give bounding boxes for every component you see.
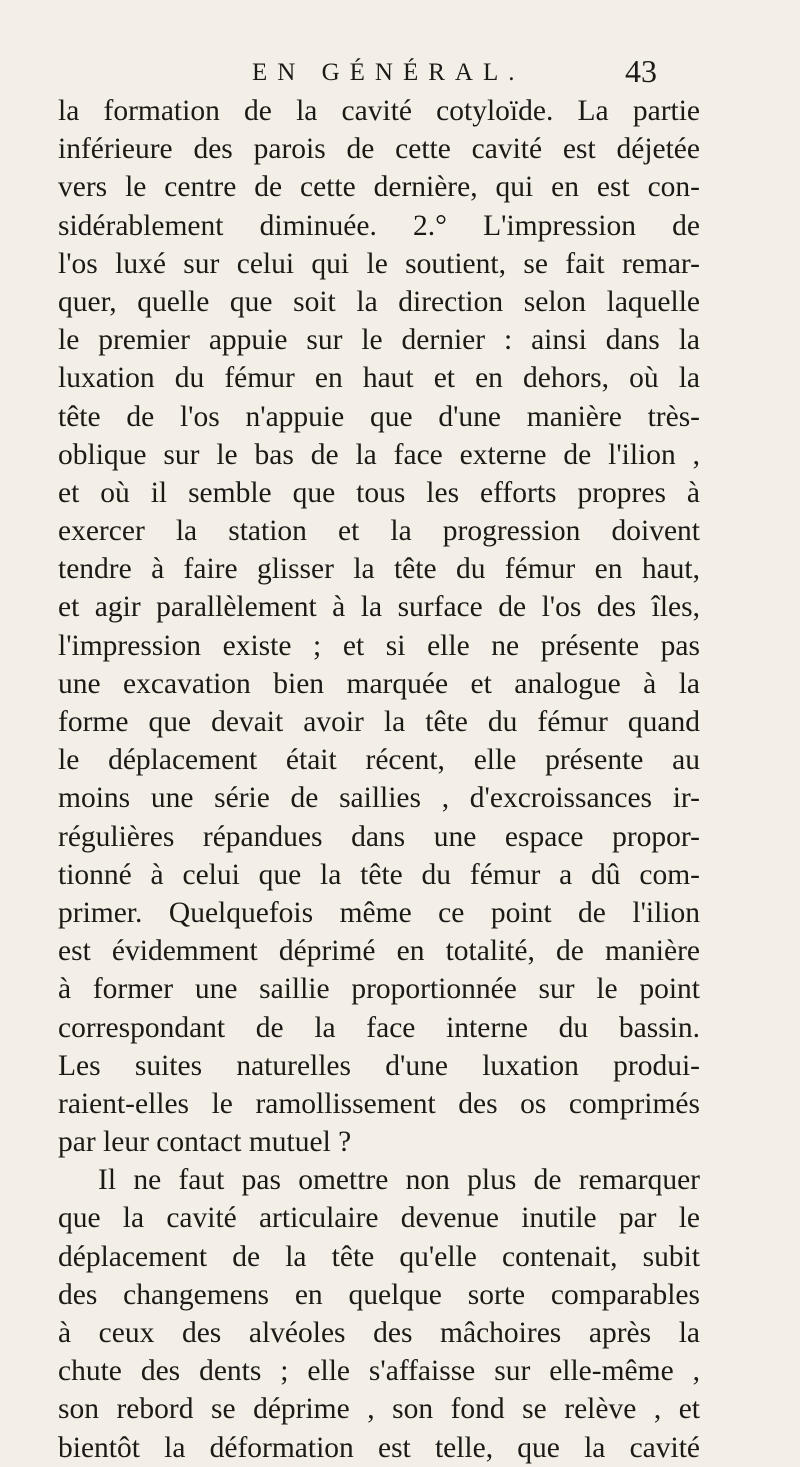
text-line: correspondant de la face interne du bassin. (58, 1011, 700, 1044)
text-line: à former une saillie proportionnée sur le point (58, 973, 700, 1006)
text-line: oblique sur le bas de la face externe de l'ilion , (58, 438, 700, 471)
text-line: régulières répandues dans une espace propor- (58, 820, 700, 853)
text-line: Il ne faut pas omettre non plus de remarquer (98, 1164, 700, 1197)
text-line: est évidemment déprimé en totalité, de manière (58, 935, 700, 968)
text-line: l'os luxé sur celui qui le soutient, se fait remar- (58, 247, 700, 280)
text-line: que la cavité articulaire devenue inutile par le (58, 1202, 700, 1235)
page-number: 43 (625, 53, 657, 89)
text-line: vers le centre de cette dernière, qui en est con- (58, 171, 700, 204)
text-line: des changemens en quelque sorte comparables (58, 1278, 700, 1311)
text-line: et agir parallèlement à la surface de l'os des îles, (58, 591, 700, 624)
text-line: raient-elles le ramollissement des os comprimés (58, 1087, 700, 1120)
text-line: forme que devait avoir la tête du fémur quand (58, 706, 700, 738)
text-line: moins une série de saillies , d'excroissances ir- (58, 782, 700, 815)
text-line: Les suites naturelles d'une luxation produi- (58, 1049, 700, 1082)
text-line: le premier appuie sur le dernier : ainsi dans la (58, 324, 700, 357)
text-line: à ceux des alvéoles des mâchoires après la (58, 1317, 700, 1349)
text-line: exercer la station et la progression doivent (58, 515, 700, 548)
text-line: bientôt la déformation est telle, que la cavité (58, 1431, 700, 1464)
text-line: sidérablement diminuée. 2.° L'impression de (58, 209, 700, 242)
text-line: inférieure des parois de cette cavité est déjetée (58, 133, 700, 166)
text-line: son rebord se déprime , son fond se relève , et (58, 1393, 700, 1426)
text-line: et où il semble que tous les efforts propres à (58, 476, 700, 509)
text-line: tendre à faire glisser la tête du fémur en haut, (58, 553, 700, 586)
text-line: déplacement de la tête qu'elle contenait, subit (58, 1240, 700, 1273)
text-line: chute des dents ; elle s'affaisse sur elle-même , (58, 1355, 700, 1388)
text-line: quer, quelle que soit la direction selon laquelle (58, 285, 700, 318)
text-line: par leur contact mutuel ? (58, 1126, 352, 1159)
text-line: tête de l'os n'appuie que d'une manière très- (58, 400, 700, 433)
page-header (0, 53, 800, 96)
body-text (58, 92, 700, 1467)
text-line: primer. Quelquefois même ce point de l'ilion (58, 896, 700, 929)
text-line: une excavation bien marquée et analogue à la (58, 667, 700, 700)
text-line: luxation du fémur en haut et en dehors, où la (58, 362, 700, 395)
running-head: EN GÉNÉRAL. (252, 59, 525, 86)
text-line: la formation de la cavité cotyloïde. La partie (58, 95, 700, 127)
text-line: tionné à celui que la tête du fémur a dû com- (58, 858, 700, 891)
text-line: le déplacement était récent, elle présente au (58, 744, 700, 777)
text-line: l'impression existe ; et si elle ne présente pas (58, 629, 700, 662)
